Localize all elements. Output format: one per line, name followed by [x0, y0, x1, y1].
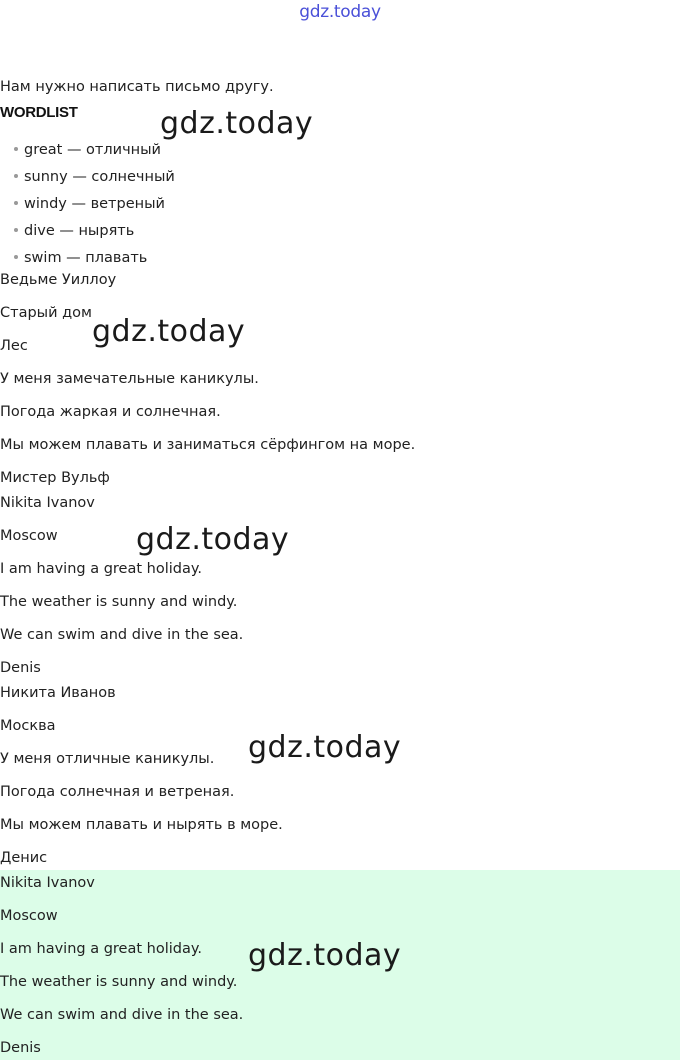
answer-line: Denis	[0, 1040, 41, 1056]
bullet-icon	[14, 201, 18, 205]
letter-line: У меня замечательные каникулы.	[0, 371, 259, 387]
letter-line: У меня отличные каникулы.	[0, 751, 215, 767]
list-item: sunny — солнечный	[14, 169, 175, 185]
letter-line: Мы можем плавать и нырять в море.	[0, 817, 283, 833]
letter-line: Денис	[0, 850, 48, 866]
list-item: dive — нырять	[14, 223, 134, 239]
letter-line: Погода жаркая и солнечная.	[0, 404, 221, 420]
letter-line: Ведьме Уиллоу	[0, 272, 117, 288]
letter-line: Мистер Вульф	[0, 470, 110, 486]
bullet-icon	[14, 147, 18, 151]
watermark: gdz.today	[248, 938, 402, 973]
answer-line: Nikita Ivanov	[0, 875, 95, 891]
list-item: great — отличный	[14, 142, 161, 158]
intro-text: Нам нужно написать письмо другу.	[0, 79, 274, 95]
bullet-icon	[14, 174, 18, 178]
letter-line: We can swim and dive in the sea.	[0, 627, 244, 643]
letter-line: Мы можем плавать и заниматься сёрфингом на море.	[0, 437, 416, 453]
watermark: gdz.today	[136, 522, 290, 557]
list-item: windy — ветреный	[14, 196, 165, 212]
letter-line: Москва	[0, 718, 56, 734]
bullet-icon	[14, 228, 18, 232]
answer-line: The weather is sunny and windy.	[0, 974, 238, 990]
letter-line: I am having a great holiday.	[0, 561, 202, 577]
letter-line: Лес	[0, 338, 28, 354]
answer-line: Moscow	[0, 908, 58, 924]
letter-line: Moscow	[0, 528, 58, 544]
wordlist-heading: WORDLIST	[0, 104, 78, 121]
watermark: gdz.today	[92, 314, 246, 349]
top-watermark: gdz.today	[299, 2, 381, 22]
watermark: gdz.today	[160, 106, 314, 141]
letter-line: Denis	[0, 660, 41, 676]
letter-line: Nikita Ivanov	[0, 495, 95, 511]
watermark: gdz.today	[248, 730, 402, 765]
answer-line: I am having a great holiday.	[0, 941, 202, 957]
list-item: swim — плавать	[14, 250, 147, 266]
letter-line: Погода солнечная и ветреная.	[0, 784, 235, 800]
letter-line: Никита Иванов	[0, 685, 116, 701]
letter-line: The weather is sunny and windy.	[0, 594, 238, 610]
letter-line: Старый дом	[0, 305, 92, 321]
answer-line: We can swim and dive in the sea.	[0, 1007, 244, 1023]
bullet-icon	[14, 255, 18, 259]
